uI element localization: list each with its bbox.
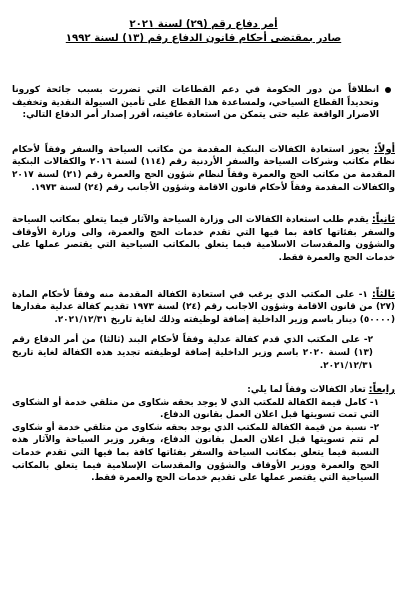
section-second-heading: ثانياً: <box>371 214 395 226</box>
document-title: أمر دفاع رقم (٢٩) لسنة ٢٠٢١ <box>129 19 278 30</box>
section-third-item-2: ٢- على المكتب الذي قدم كفالة عدلية وفقاً لأحكام البند (ثالثا) من أمر الدفاع رقم (١٣) لسنة ٢٠٢٠ باسم وزير الداخلية إضافة لوظيفته تجديد هذه الكفالة لغاية تاريخ ٢٠٢١/١٢/٣١. <box>12 335 373 371</box>
section-third-heading: ثالثاً: <box>371 288 395 300</box>
intro-text: انطلاقاً من دور الحكومة في دعم القطاعات التي تضررت بسبب جائحة كورونا وتحديداً القطاع السياحي، ولمساعدة هذا القطاع على تأمين السيولة النقدية وتخفيف الاضرار الواقعة عليه حتى يتمكن من استعادة عافيته، أقرر إصدار أمر الدفاع التالي: <box>12 85 379 121</box>
section-first-heading: أولاً: <box>373 143 395 155</box>
section-fourth <box>12 384 395 397</box>
section-third <box>12 289 395 327</box>
section-fourth-item-1: ١- كامل قيمة الكفالة للمكتب الذي لا يوجد بحقه شكاوى من متلقي خدمة أو الشكاوى التي تمت تسويتها قبل اعلان العمل بقانون الدفاع. <box>12 397 379 421</box>
section-fourth-heading: رابعاً: <box>368 384 395 396</box>
section-fourth-intro: تعاد الكفالات وفقاً لما يلي: <box>247 385 366 396</box>
section-second <box>12 214 395 264</box>
document-subtitle: صادر بمقتضى أحكام قانون الدفاع رقم (١٣) لسنة ١٩٩٢ <box>65 33 342 44</box>
section-third-item-1: ١- على المكتب الذي يرغب في استعادة الكفالة المقدمة منه وفقاً لأحكام المادة (٢٧) من قانون الاقامة وشؤون الاجانب رقم (٢٤) لسنة ١٩٧٣ تقديم كفالة عدلية مقدارها (٥٠٠٠٠) دينار باسم وزير الداخلية إضافة لوظيفته وذلك لغاية تاريخ ٢٠٢١/١٢/٣١. <box>12 289 395 325</box>
section-second-text: يقدم طلب استعادة الكفالات الى وزارة السياحة والآثار فيما يتعلق بمكاتب السياحة والسفر بفئاتها كافة بما فيها التي تقدم خدمات الحج والعمرة، والى وزارة الأوقاف والشؤون والمقدسات الاسلامية فيما يتعلق بالمكاتب السياحية التي يقتصر عملها على خدمات الحج والعمرة فقط. <box>12 215 395 263</box>
bullet-icon <box>385 87 391 93</box>
section-fourth-item-2: ٢- نسبة من قيمة الكفالة للمكتب الذي يوجد بحقه شكاوى من متلقي خدمة أو شكاوى لم تتم تسويتها قبل اعلان العمل بقانون الدفاع، ويقرر وزير السياحة والآثار هذه النسبة فيما يتعلق بمكاتب السياحة والسفر بفئاتها كافة بما فيها التي تقدم خدمات الحج والعمرة ووزير الأوقاف والشؤون والمقدسات الإسلامية فيما يتعلق بالمكاتب السياحية التي يقتصر عملها على تقديم خدمات الحج والعمرة فقط. <box>12 422 379 484</box>
section-first-text: يجوز استعادة الكفالات البنكية المقدمة من مكاتب السياحة والسفر وفقاً لأحكام نظام مكاتب وشركات السياحة والسفر الأردنية رقم (١١٤) لسنة ٢٠١٦ والكفالات البنكية المقدمة من مكاتب الحج والعمرة وفقاً لنظام شؤون الحج والعمرة رقم (٢١) لسنة ٢٠١٧ والكفالات المقدمة وفقاً لأحكام قانون الاقامة وشؤون الأجانب رقم (٢٤) لسنة ١٩٧٣. <box>12 144 395 193</box>
intro-paragraph <box>12 84 395 122</box>
section-first <box>12 144 395 194</box>
